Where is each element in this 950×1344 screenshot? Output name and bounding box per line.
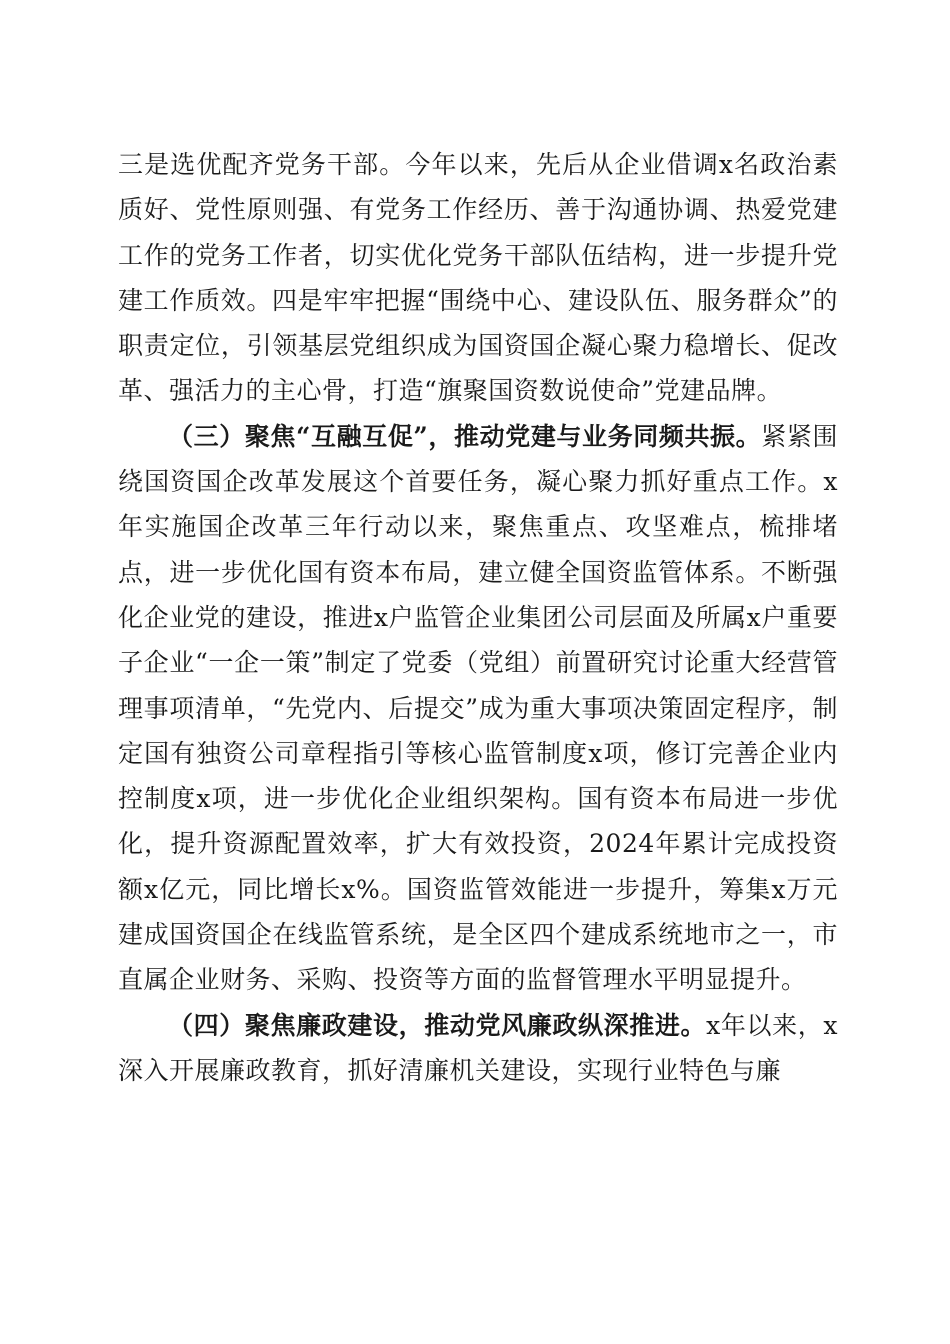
- section-three-heading: （三）聚焦“互融互促”，推动党建与业务同频共振。: [168, 421, 762, 451]
- paragraph-party-cadres: [118, 142, 838, 414]
- document-body: [118, 142, 838, 1093]
- paragraph-section-three: [118, 414, 838, 1003]
- paragraph-section-four: [118, 1003, 838, 1094]
- paragraph-text: 三是选优配齐党务干部。今年以来，先后从企业借调x名政治素质好、党性原则强、有党务工作经历、善于沟通协调、热爱党建工作的党务工作者，切实优化党务干部队伍结构，进一步提升党建工作质效。四是牢牢把握“围绕中心、建设队伍、服务群众”的职责定位，引领基层党组织成为国资国企凝心聚力稳增长、促改革、强活力的主心骨，打造“旗聚国资数说使命”党建品牌。: [118, 150, 838, 406]
- paragraph-text: 紧紧围绕国资国企改革发展这个首要任务，凝心聚力抓好重点工作。x年实施国企改革三年行动以来，聚焦重点、攻坚难点，梳排堵点，进一步优化国有资本布局，建立健全国资监管体系。不断强化企业党的建设，推进x户监管企业集团公司层面及所属x户重要子企业“一企一策”制定了党委（党组）前置研究讨论重大经营管理事项清单，“先党内、后提交”成为重大事项决策固定程序，制定国有独资公司章程指引等核心监管制度x项，修订完善企业内控制度x项，进一步优化企业组织架构。国有资本布局进一步优化，提升资源配置效率，扩大有效投资，2024年累计完成投资额x亿元，同比增长x%。国资监管效能进一步提升，筹集x万元建成国资国企在线监管系统，是全区四个建成系统地市之一，市直属企业财务、采购、投资等方面的监督管理水平明显提升。: [118, 421, 838, 995]
- paragraph-text: x年以来，x深入开展廉政教育，抓好清廉机关建设，实现行业特色与廉: [118, 1010, 838, 1085]
- section-four-heading: （四）聚焦廉政建设，推动党风廉政纵深推进。: [168, 1010, 707, 1040]
